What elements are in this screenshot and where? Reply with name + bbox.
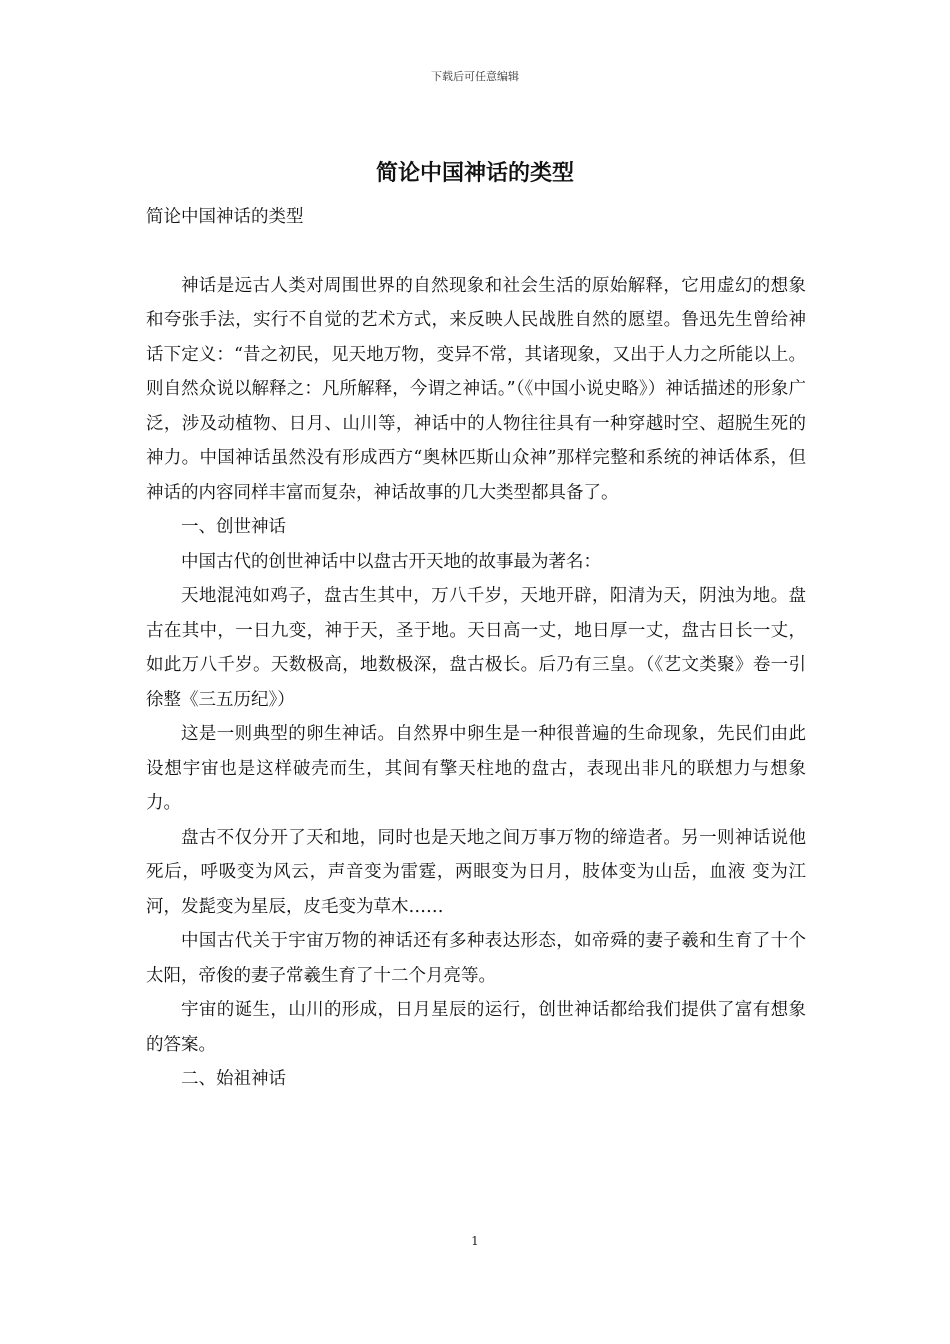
paragraph-intro: 神话是远古人类对周围世界的自然现象和社会生活的原始解释，它用虚幻的想象和夸张手法，实行不自觉的艺术方式，来反映人民战胜自然的愿望。鲁迅先生曾给神话下定义：“昔之初民，见天地万物，变异不常，其诸现象，又出于人力之所能以上。则自然众说以解释之：凡所解释，今谓之神话。”（《中国小说史略》）神话描述的形象广泛，涉及动植物、日月、山川等，神话中的人物往往具有一种穿越时空、超脱生死的神力。中国神话虽然没有形成西方“奥林匹斯山众神”那样完整和系统的神话体系，但神话的内容同样丰富而复杂，神话故事的几大类型都具备了。 — [146, 275, 806, 503]
document-title: 简论中国神话的类型 — [375, 160, 574, 186]
section-heading-ancestor-myths: 二、始祖神话 — [181, 1069, 286, 1089]
page-number: 1 — [471, 1234, 479, 1248]
paragraph-summary: 宇宙的诞生，山川的形成，日月星辰的运行，创世神话都给我们提供了富有想象的答案。 — [146, 1000, 806, 1055]
document-subtitle: 简论中国神话的类型 — [146, 207, 304, 227]
paragraph-pangu-quote: 天地混沌如鸡子，盘古生其中，万八千岁，天地开辟，阳清为天，阴浊为地。盘古在其中，一日九变，神于天，圣于地。天日高一丈，地日厚一丈，盘古日长一丈，如此万八千岁。天数极高，地数极深，盘古极长。后乃有三皇。（《艺文类聚》卷一引徐整《三五历纪》） — [146, 586, 806, 710]
section-heading-creation-myths: 一、创世神话 — [181, 517, 286, 537]
paragraph-pangu-intro: 中国古代的创世神话中以盘古开天地的故事最为著名： — [181, 551, 601, 572]
paragraph-egg-myth: 这是一则典型的卵生神话。自然界中卵生是一种很普遍的生命现象，先民们由此设想宇宙也是这样破壳而生，其间有擎天柱地的盘古，表现出非凡的联想力与想象力。 — [146, 724, 806, 813]
document-body — [146, 200, 806, 1097]
paragraph-pangu-creator: 盘古不仅分开了天和地，同时也是天地之间万事万物的缔造者。另一则神话说他死后，呼吸变为风云，声音变为雷霆，两眼变为日月，肢体变为山岳，血液 变为江河，发髭变为星辰，皮毛变为草木…… — [146, 827, 806, 917]
page-header-note: 下载后可任意编辑 — [431, 70, 519, 83]
paragraph-sun-moon: 中国古代关于宇宙万物的神话还有多种表达形态，如帝舜的妻子羲和生育了十个太阳，帝俊的妻子常羲生育了十二个月亮等。 — [146, 931, 806, 986]
